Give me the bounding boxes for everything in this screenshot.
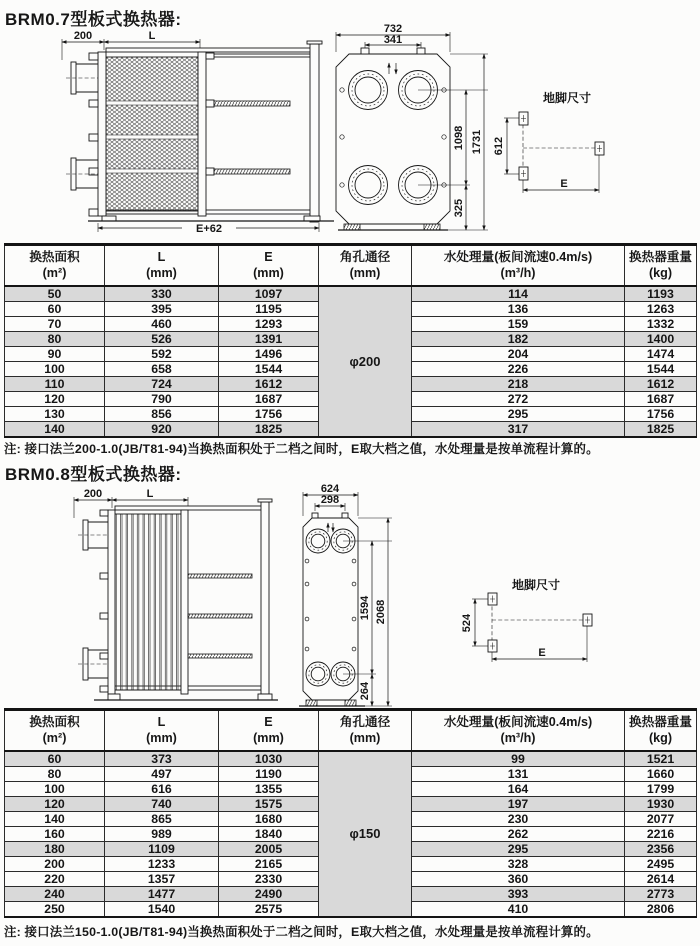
front-view-drawing-brm07 xyxy=(326,24,504,232)
spec-cell: 1840 xyxy=(219,827,319,842)
side-view-drawing-brm08 xyxy=(58,488,283,710)
spec-cell: 272 xyxy=(412,392,625,407)
spec-cell: 100 xyxy=(5,782,105,797)
spec-cell: 120 xyxy=(5,392,105,407)
spec-cell: 373 xyxy=(105,751,219,767)
spec-cell: 1680 xyxy=(219,812,319,827)
spec-cell: 1660 xyxy=(625,767,697,782)
spec-row xyxy=(5,751,697,767)
spec-cell: 140 xyxy=(5,422,105,438)
dim-label-200: 200 xyxy=(73,30,93,42)
foot-plan-label: 地脚尺寸 xyxy=(542,91,592,105)
spec-cell: 140 xyxy=(5,812,105,827)
spec-cell: 616 xyxy=(105,782,219,797)
front-view-drawing-brm08 xyxy=(286,484,398,710)
spec-cell: 2773 xyxy=(625,887,697,902)
dim-label-L: L xyxy=(146,488,154,500)
foot-plan-drawing-brm07 xyxy=(492,90,632,200)
spec-cell: 1357 xyxy=(105,872,219,887)
spec-cell: 99 xyxy=(412,751,625,767)
dim-label-e2: E xyxy=(538,647,546,659)
spec-cell: 60 xyxy=(5,302,105,317)
col-header-L: L (mm) xyxy=(105,710,219,752)
spec-cell: 180 xyxy=(5,842,105,857)
spec-cell: 120 xyxy=(5,797,105,812)
spec-cell: 80 xyxy=(5,332,105,347)
spec-cell: 1612 xyxy=(625,377,697,392)
spec-cell: 1477 xyxy=(105,887,219,902)
spec-cell: 790 xyxy=(105,392,219,407)
dim-label-612: 612 xyxy=(493,136,505,156)
spec-cell: 1687 xyxy=(219,392,319,407)
spec-cell: 60 xyxy=(5,751,105,767)
spec-cell: 164 xyxy=(412,782,625,797)
spec-cell: 410 xyxy=(412,902,625,918)
table-note-brm08: 注: 接口法兰150-1.0(JB/T81-94)当换热面积处于二档之间时，E取大档之值，水处理量是按单流程计算的。 xyxy=(4,925,599,939)
spec-cell: 497 xyxy=(105,767,219,782)
spec-cell: 100 xyxy=(5,362,105,377)
spec-cell: 2575 xyxy=(219,902,319,918)
spec-cell: 262 xyxy=(412,827,625,842)
col-header-weight: 换热器重量 (kg) xyxy=(625,245,697,287)
spec-cell: 250 xyxy=(5,902,105,918)
dim-label-200: 200 xyxy=(83,488,103,500)
dim-label-L: L xyxy=(148,30,156,42)
dim-label-524: 524 xyxy=(461,613,473,633)
spec-cell: 724 xyxy=(105,377,219,392)
spec-cell: 317 xyxy=(412,422,625,438)
spec-cell: 2490 xyxy=(219,887,319,902)
spec-cell: 1293 xyxy=(219,317,319,332)
dim-label-1098: 1098 xyxy=(453,125,465,151)
spec-cell: 2005 xyxy=(219,842,319,857)
foot-plan-drawing-brm08 xyxy=(458,578,643,666)
section1-title: BRM0.7型板式换热器: xyxy=(5,10,182,29)
dim-label-325: 325 xyxy=(453,198,465,218)
col-header-area: 换热面积 (m²) xyxy=(5,710,105,752)
spec-cell: 50 xyxy=(5,286,105,302)
dim-label-2068: 2068 xyxy=(375,599,387,625)
spec-cell: 856 xyxy=(105,407,219,422)
spec-cell: 218 xyxy=(412,377,625,392)
spec-cell: 230 xyxy=(412,812,625,827)
col-header-area: 换热面积 (m²) xyxy=(5,245,105,287)
spec-cell: 393 xyxy=(412,887,625,902)
dim-label-264: 264 xyxy=(359,681,371,701)
spec-cell: 110 xyxy=(5,377,105,392)
spec-cell: 295 xyxy=(412,407,625,422)
spec-cell: 460 xyxy=(105,317,219,332)
foot-plan-label: 地脚尺寸 xyxy=(511,578,561,592)
spec-cell: 989 xyxy=(105,827,219,842)
spec-cell: 360 xyxy=(412,872,625,887)
spec-cell: 2356 xyxy=(625,842,697,857)
spec-cell: 1190 xyxy=(219,767,319,782)
dim-label-298: 298 xyxy=(320,494,340,506)
spec-cell: 526 xyxy=(105,332,219,347)
hole-diameter-cell: φ150 xyxy=(319,751,412,917)
spec-cell: 1756 xyxy=(625,407,697,422)
hole-diameter-cell: φ200 xyxy=(319,286,412,437)
spec-cell: 1575 xyxy=(219,797,319,812)
spec-cell: 197 xyxy=(412,797,625,812)
spec-cell: 1799 xyxy=(625,782,697,797)
spec-cell: 1097 xyxy=(219,286,319,302)
spec-cell: 1496 xyxy=(219,347,319,362)
spec-cell: 204 xyxy=(412,347,625,362)
spec-cell: 1400 xyxy=(625,332,697,347)
col-header-hole: 角孔通径 (mm) xyxy=(319,710,412,752)
spec-cell: 1825 xyxy=(625,422,697,438)
spec-cell: 395 xyxy=(105,302,219,317)
side-view-drawing-brm07 xyxy=(42,30,347,234)
spec-cell: 1687 xyxy=(625,392,697,407)
dim-label-1731: 1731 xyxy=(471,129,483,155)
header-row xyxy=(5,710,697,752)
spec-cell: 1030 xyxy=(219,751,319,767)
spec-cell: 240 xyxy=(5,887,105,902)
spec-cell: 131 xyxy=(412,767,625,782)
spec-cell: 80 xyxy=(5,767,105,782)
spec-cell: 1521 xyxy=(625,751,697,767)
spec-cell: 592 xyxy=(105,347,219,362)
spec-cell: 1109 xyxy=(105,842,219,857)
spec-cell: 1233 xyxy=(105,857,219,872)
spec-cell: 658 xyxy=(105,362,219,377)
col-header-E: E (mm) xyxy=(219,710,319,752)
spec-cell: 1756 xyxy=(219,407,319,422)
spec-cell: 90 xyxy=(5,347,105,362)
spec-cell: 159 xyxy=(412,317,625,332)
col-header-weight: 换热器重量 (kg) xyxy=(625,710,697,752)
spec-cell: 1825 xyxy=(219,422,319,438)
spec-cell: 1263 xyxy=(625,302,697,317)
table-note-brm07: 注: 接口法兰200-1.0(JB/T81-94)当换热面积处于二档之间时，E取大档之值，水处理量是按单流程计算的。 xyxy=(4,442,599,456)
col-header-E: E (mm) xyxy=(219,245,319,287)
spec-cell: 1195 xyxy=(219,302,319,317)
section2-title: BRM0.8型板式换热器: xyxy=(5,465,182,484)
spec-cell: 1355 xyxy=(219,782,319,797)
spec-cell: 114 xyxy=(412,286,625,302)
dim-label-732: 732 xyxy=(383,24,403,35)
spec-cell: 330 xyxy=(105,286,219,302)
spec-cell: 2806 xyxy=(625,902,697,918)
spec-cell: 1474 xyxy=(625,347,697,362)
spec-cell: 1540 xyxy=(105,902,219,918)
spec-cell: 1193 xyxy=(625,286,697,302)
dim-label-341: 341 xyxy=(383,34,403,46)
header-row xyxy=(5,245,697,287)
spec-cell: 865 xyxy=(105,812,219,827)
spec-cell: 1391 xyxy=(219,332,319,347)
dim-label-e1: E xyxy=(560,178,568,190)
spec-cell: 295 xyxy=(412,842,625,857)
spec-cell: 130 xyxy=(5,407,105,422)
spec-cell: 328 xyxy=(412,857,625,872)
spec-cell: 200 xyxy=(5,857,105,872)
col-header-L: L (mm) xyxy=(105,245,219,287)
spec-cell: 2165 xyxy=(219,857,319,872)
spec-cell: 1544 xyxy=(219,362,319,377)
spec-cell: 2077 xyxy=(625,812,697,827)
spec-cell: 1332 xyxy=(625,317,697,332)
spec-cell: 70 xyxy=(5,317,105,332)
spec-table-brm08 xyxy=(4,708,697,918)
spec-cell: 2216 xyxy=(625,827,697,842)
spec-cell: 740 xyxy=(105,797,219,812)
spec-table-brm07 xyxy=(4,243,697,438)
spec-row xyxy=(5,286,697,302)
spec-cell: 2614 xyxy=(625,872,697,887)
col-header-water: 水处理量(板间流速0.4m/s) (m³/h) xyxy=(412,245,625,287)
spec-cell: 1930 xyxy=(625,797,697,812)
spec-cell: 920 xyxy=(105,422,219,438)
dim-label-e62: E+62 xyxy=(196,223,222,234)
spec-cell: 226 xyxy=(412,362,625,377)
spec-cell: 182 xyxy=(412,332,625,347)
col-header-hole: 角孔通径 (mm) xyxy=(319,245,412,287)
spec-cell: 2495 xyxy=(625,857,697,872)
dim-label-1594: 1594 xyxy=(359,595,371,621)
spec-cell: 1544 xyxy=(625,362,697,377)
spec-cell: 2330 xyxy=(219,872,319,887)
dim-label-624: 624 xyxy=(320,484,340,495)
spec-cell: 136 xyxy=(412,302,625,317)
col-header-water: 水处理量(板间流速0.4m/s) (m³/h) xyxy=(412,710,625,752)
spec-cell: 220 xyxy=(5,872,105,887)
spec-cell: 160 xyxy=(5,827,105,842)
spec-cell: 1612 xyxy=(219,377,319,392)
